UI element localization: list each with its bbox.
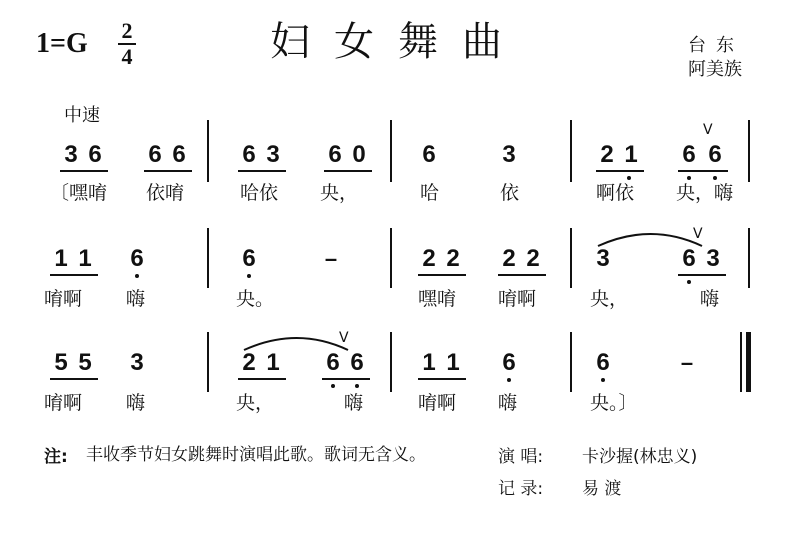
note: 5 [54,349,68,376]
performer-label: 演 唱: [498,447,544,467]
note: 3 [596,245,610,272]
final-bar-thin [740,332,742,392]
bar-line [570,120,572,182]
note: 6 [350,349,364,376]
bar-line [207,332,209,392]
bar-line [207,120,209,182]
time-signature-top: 2 [121,18,133,43]
lyric: 啊依 [596,182,635,204]
lyric: 央，嗨 [676,182,734,204]
note: 3 [64,141,78,168]
lyric: 唷啊 [44,288,83,310]
note: 2 [526,245,540,272]
note: 6 [682,245,696,272]
bar-line [570,332,572,392]
lyric: 央， [590,288,629,310]
origin-info [688,34,744,82]
note: 6 [148,141,162,168]
time-signature [118,20,136,68]
lyric: 〔嘿唷 [50,182,108,204]
note: 5 [78,349,92,376]
note: 3 [706,245,720,272]
note: 1 [266,349,280,376]
bar-line [748,228,750,288]
note: 1 [54,245,68,272]
lyric: 嗨 [126,392,146,414]
origin-region: 台东 [688,35,744,56]
lyric: 嗨 [700,288,720,310]
note: 2 [422,245,436,272]
lyric: 央， [320,182,359,204]
final-bar-thick [746,332,751,392]
recorder-label: 记 录: [498,479,544,499]
time-signature-bottom: 4 [121,44,133,69]
accent-mark: V [703,122,713,138]
note: 3 [130,349,144,376]
note: 1 [624,141,638,168]
note: 6 [242,141,256,168]
lyric: 依 [500,182,520,204]
lyric: 哈依 [240,182,279,204]
note: 1 [446,349,460,376]
note: 6 [130,245,144,272]
lyric: 唷啊 [498,288,537,310]
note: 0 [352,141,366,168]
slur [596,228,706,250]
key-signature: 1=G [36,28,88,59]
recorder-name: 易 渡 [582,479,622,499]
accent-mark: V [339,330,349,346]
note: 6 [596,349,610,376]
footnote-text: 丰收季节妇女跳舞时演唱此歌。歌词无含义。 [86,445,426,465]
lyric: 央。 [236,288,275,310]
note: 1 [422,349,436,376]
note: 2 [600,141,614,168]
note: 6 [326,349,340,376]
note: 6 [682,141,696,168]
performer-name: 卡沙握(林忠义) [582,447,698,467]
lyric: 唷啊 [418,392,457,414]
song-title: 妇女舞曲 [270,19,526,65]
lyric: 嗨 [498,392,518,414]
lyric: 嗨 [344,392,364,414]
note: 3 [266,141,280,168]
note: 2 [446,245,460,272]
note: 2 [502,245,516,272]
bar-line [207,228,209,288]
note: 6 [172,141,186,168]
bar-line [748,120,750,182]
lyric: 嘿唷 [418,288,457,310]
bar-line [390,332,392,392]
bar-line [390,228,392,288]
accent-mark: V [693,226,703,242]
note: 2 [242,349,256,376]
lyric: 央。〕 [590,392,638,414]
origin-ethnic-group: 阿美族 [688,59,742,80]
note-extension-dash: – [680,350,694,375]
tempo-marking: 中速 [64,105,100,126]
note: 6 [328,141,342,168]
bar-line [570,228,572,288]
note: 6 [242,245,256,272]
footnote-label: 注: [44,447,68,467]
note: 6 [88,141,102,168]
lyric: 央， [236,392,275,414]
lyric: 依唷 [146,182,185,204]
lyric: 嗨 [126,288,146,310]
note: 6 [708,141,722,168]
note: 1 [78,245,92,272]
lyric: 哈 [420,182,440,204]
bar-line [390,120,392,182]
note: 6 [502,349,516,376]
lyric: 唷啊 [44,392,83,414]
note-extension-dash: – [324,246,338,271]
slur [242,332,352,354]
note: 6 [422,141,436,168]
note: 3 [502,141,516,168]
